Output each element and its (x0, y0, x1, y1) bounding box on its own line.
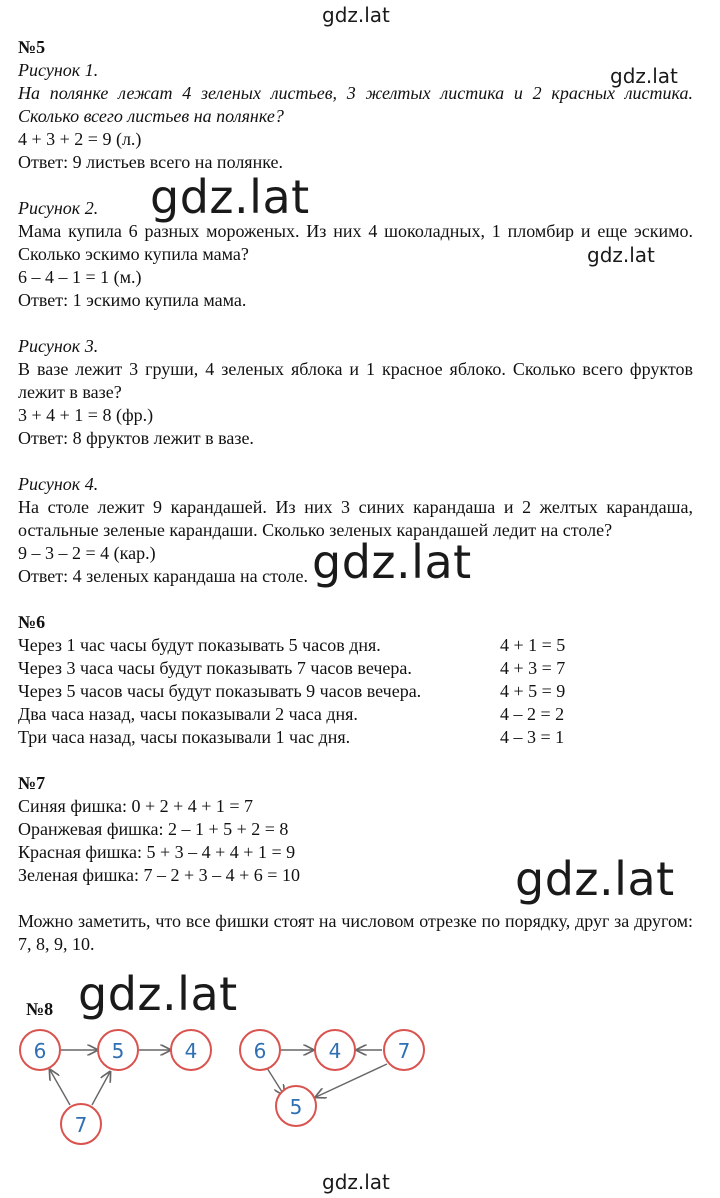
answer: Ответ: 9 листьев всего на полянке. (18, 152, 284, 172)
watermark: gdz.lat (150, 170, 310, 224)
section-title-6: №6 (18, 612, 46, 632)
list-item: Оранжевая фишка: 2 – 1 + 5 + 2 = 8 (18, 819, 289, 839)
equation: 3 + 4 + 1 = 8 (фр.) (18, 405, 154, 425)
watermark: gdz.lat (322, 3, 390, 27)
equation: 9 – 3 – 2 = 4 (кар.) (18, 543, 156, 563)
graph-node (384, 1030, 424, 1070)
svg-text:4: 4 (184, 1039, 198, 1063)
figure-caption: Рисунок 4. (18, 474, 99, 494)
watermark: gdz.lat (78, 967, 238, 1021)
watermark: gdz.lat (610, 64, 678, 88)
figure-caption: Рисунок 2. (18, 198, 99, 218)
problem-text: Мама купила 6 разных мороженых. Из них 4 шоколадных, 1 пломбир и еще эскимо. Сколько эскимо купила мама? (18, 221, 693, 264)
graph-node (20, 1030, 60, 1070)
row-text: Через 5 часов часы будут показывать 9 часов вечера. (18, 681, 422, 701)
svg-text:4: 4 (328, 1039, 342, 1063)
problem-text: На столе лежит 9 карандашей. Из них 3 синих карандаша и 2 желтых карандаша, остальные зеленые карандаши. Сколько зеленых карандашей ледит на столе? (18, 497, 693, 540)
row-text: Через 3 часа часы будут показывать 7 часов вечера. (18, 658, 412, 678)
list-item: Зеленая фишка: 7 – 2 + 3 – 4 + 6 = 10 (18, 865, 300, 885)
answer: Ответ: 1 эскимо купила мама. (18, 290, 247, 310)
arrow (92, 1072, 110, 1105)
svg-text:5: 5 (289, 1095, 303, 1119)
row-text: Три часа назад, часы показывали 1 час дня. (18, 727, 351, 747)
watermark: gdz.lat (587, 243, 655, 267)
watermark: gdz.lat (515, 852, 675, 906)
svg-text:7: 7 (397, 1039, 411, 1063)
watermark: gdz.lat (312, 535, 472, 589)
section-title-5: №5 (18, 37, 46, 57)
list-item: Синяя фишка: 0 + 2 + 4 + 1 = 7 (18, 796, 254, 816)
graph-node (315, 1030, 355, 1070)
equation: 6 – 4 – 1 = 1 (м.) (18, 267, 142, 287)
row-equation: 4 + 3 = 7 (500, 658, 566, 678)
graph-node (171, 1030, 211, 1070)
graph-node (61, 1104, 101, 1144)
row-text: Через 1 час часы будут показывать 5 часов дня. (18, 635, 381, 655)
row-text: Два часа назад, часы показывали 2 часа дня. (18, 704, 358, 724)
svg-text:6: 6 (253, 1039, 267, 1063)
answer: Ответ: 8 фруктов лежит в вазе. (18, 428, 254, 448)
row-equation: 4 + 1 = 5 (500, 635, 566, 655)
graph-node (98, 1030, 138, 1070)
watermark: gdz.lat (322, 1170, 390, 1194)
svg-text:7: 7 (74, 1113, 88, 1137)
problem-text: В вазе лежит 3 груши, 4 зеленых яблока и 1 красное яблоко. Сколько всего фруктов лежит в вазе? (18, 359, 693, 402)
answer: Ответ: 4 зеленых карандаша на столе. (18, 566, 308, 586)
list-item: Красная фишка: 5 + 3 – 4 + 4 + 1 = 9 (18, 842, 296, 862)
equation: 4 + 3 + 2 = 9 (л.) (18, 129, 142, 149)
row-equation: 4 – 3 = 1 (500, 727, 565, 747)
row-equation: 4 + 5 = 9 (500, 681, 566, 701)
section-title-7: №7 (18, 773, 46, 793)
figure-caption: Рисунок 3. (18, 336, 99, 356)
section-title-8: №8 (26, 999, 54, 1019)
svg-text:5: 5 (111, 1039, 125, 1063)
problem-text: На полянке лежат 4 зеленых листьев, 3 желтых листика и 2 красных листика. Сколько всего листьев на полянке? (18, 83, 693, 126)
note-text: Можно заметить, что все фишки стоят на числовом отрезке по порядку, друг за другом: 7, 8, 9, 10. (18, 911, 693, 954)
graph-node (276, 1086, 316, 1126)
arrow (50, 1070, 70, 1105)
row-equation: 4 – 2 = 2 (500, 704, 565, 724)
figure-caption: Рисунок 1. (18, 60, 99, 80)
graph-node (240, 1030, 280, 1070)
svg-text:6: 6 (33, 1039, 47, 1063)
